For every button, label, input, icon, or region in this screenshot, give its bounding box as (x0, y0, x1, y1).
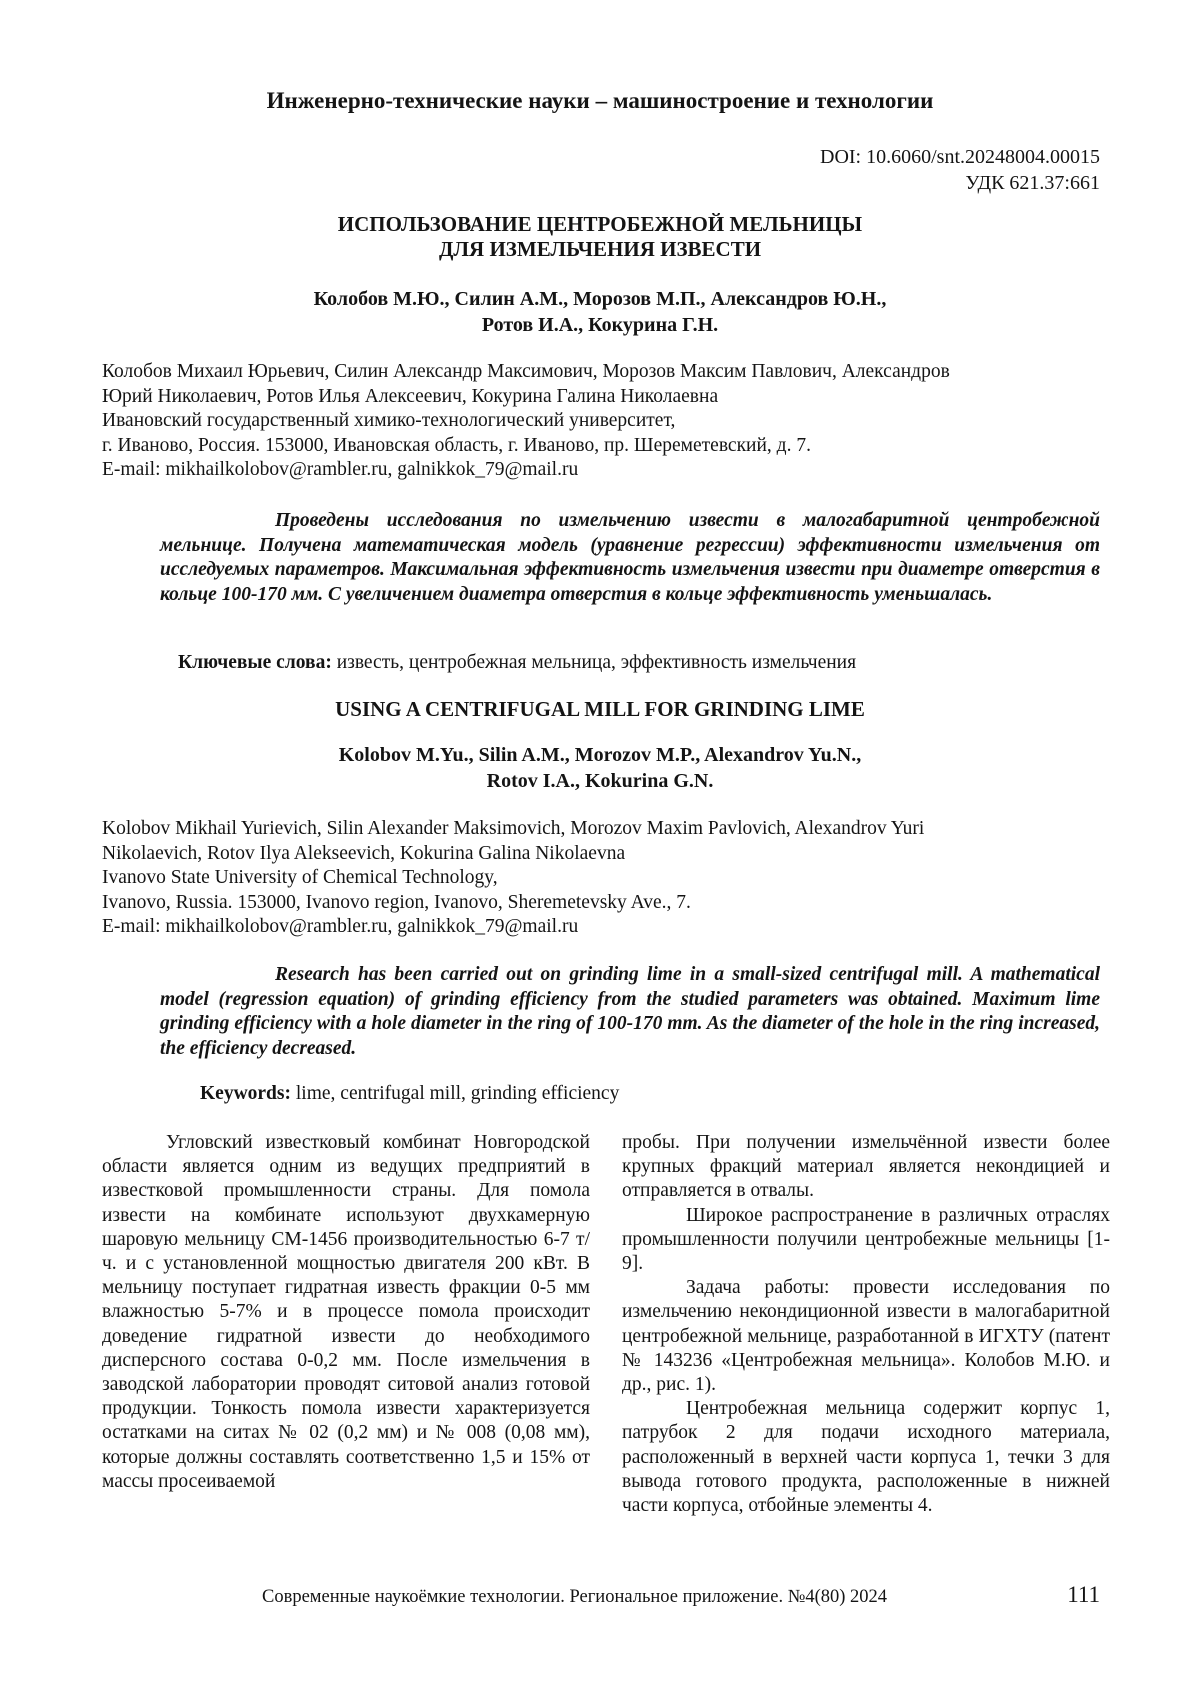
body-column-right (622, 1131, 1110, 1518)
en-email: E-mail: mikhailkolobov@rambler.ru, galnikkok_79@mail.ru (102, 916, 579, 937)
body-paragraph: Задача работы: провести исследования по измельчению некондиционной извести в малогабаритной центробежной мельнице, разработанной в ИГХТУ (патент № 143236 «Центробежная мельница». Колобов М.Ю. и др., рис. 1). (622, 1277, 1110, 1396)
body-paragraph: Широкое распространение в различных отраслях промышленности получили центробежные мельницы [1-9]. (622, 1204, 1110, 1275)
body-paragraph: Центробежная мельница содержит корпус 1, патрубок 2 для подачи исходного материала, расположенный в верхней части корпуса 1, течки 3 для вывода готового продукта, расположенные в нижней части корпуса, отбойные элементы 4. (622, 1398, 1110, 1517)
ru-authors-line: Колобов М.Ю., Силин А.М., Морозов М.П., Александров Ю.Н., (313, 288, 887, 310)
en-authors-line: Kolobov M.Yu., Silin A.M., Morozov M.P., Alexandrov Yu.N., (338, 744, 862, 766)
en-affil-line: Ivanovo, Russia. 153000, Ivanovo region, Ivanovo, Sheremetevsky Ave., 7. (102, 891, 691, 913)
ru-affil-line: Ивановский государственный химико-технологический университет, (102, 410, 676, 431)
ru-abstract-text: Проведены исследования по измельчению извести в малогабаритной центробежной мельнице. Получена математическая модель (уравнение регрессии) эффективности измельчения от исследуемых параметров. Максимальная эффективность измельчения извести при диаметре отверстия в кольце 100-170 мм. С увеличением диаметра отверстия в кольце эффективность уменьшалась. (160, 510, 1100, 605)
en-affil-line: Nikolaevich, Rotov Ilya Alekseevich, Kokurina Galina Nikolaevna (102, 842, 626, 864)
en-title: USING A CENTRIFUGAL MILL FOR GRINDING LIME (335, 697, 865, 721)
ru-affil-line: г. Иваново, Россия. 153000, Ивановская область, г. Иваново, пр. Шереметевский, д. 7. (102, 434, 811, 456)
en-affil-line: Kolobov Mikhail Yurievich, Silin Alexander Maksimovich, Morozov Maxim Pavlovich, Alexandrov Yuri (102, 818, 925, 839)
ru-authors-line: Ротов И.А., Кокурина Г.Н. (481, 314, 719, 336)
ru-abstract (160, 509, 1100, 607)
ru-affiliation (102, 360, 1112, 483)
ru-title-line: ДЛЯ ИЗМЕЛЬЧЕНИЯ ИЗВЕСТИ (438, 237, 762, 261)
body-paragraph: пробы. При получении измельчённой извести более крупных фракций материал является некондицией и отправляется в отвалы. (622, 1132, 1110, 1202)
en-keywords-label: Keywords: (200, 1083, 291, 1104)
udk: УДК 621.37:661 (965, 172, 1100, 194)
ru-title-line: ИСПОЛЬЗОВАНИЕ ЦЕНТРОБЕЖНОЙ МЕЛЬНИЦЫ (337, 212, 863, 236)
ru-title (0, 212, 1200, 262)
en-abstract-text: Research has been carried out on grinding lime in a small-sized centrifugal mill. A mathematical model (regression equation) of grinding efficiency from the studied parameters was obtained. Maximum lime grinding efficiency with a hole diameter in the ring of 100-170 mm. As the diameter of the hole in the ring increased, the efficiency decreased. (160, 964, 1100, 1059)
ru-authors (0, 286, 1200, 338)
en-authors-line: Rotov I.A., Kokurina G.N. (486, 770, 714, 792)
en-affil-line: Ivanovo State University of Chemical Technology, (102, 867, 498, 888)
en-keywords (200, 1083, 619, 1105)
en-authors (0, 742, 1200, 794)
ru-keywords (178, 652, 856, 674)
ru-affil-line: Юрий Николаевич, Ротов Илья Алексеевич, Кокурина Галина Николаевна (102, 385, 719, 407)
body-paragraph: Угловский известковый комбинат Новгородской области является одним из ведущих предприятий в известковой промышленности страны. Для помола извести на комбинате используют двухкамерную шаровую мельницу СМ-1456 производительностью 6-7 т/ч. и с установленной мощностью двигателя 200 кВт. В мельницу поступает гидратная известь фракции 0-5 мм влажностью 5-7% и в процессе помола происходит доведение гидратной извести до необходимого дисперсного состава 0-0,2 мм. После измельчения в заводской лаборатории проводят ситовой анализ готовой продукции. Тонкость помола извести характеризуется остатками на ситах № 02 (0,2 мм) и № 008 (0,08 мм), которые должны составлять соответственно 1,5 и 15% от массы просеиваемой (102, 1132, 590, 1492)
en-keywords-text: lime, centrifugal mill, grinding efficiency (291, 1083, 620, 1104)
doi-udk-block (820, 144, 1100, 196)
body-column-left (102, 1131, 590, 1494)
en-affiliation (102, 817, 1112, 940)
footer-journal: Современные наукоёмкие технологии. Региональное приложение. №4(80) 2024 (262, 1587, 888, 1607)
journal-section-header: Инженерно-технические науки – машиностроение и технологии (266, 88, 934, 113)
page-number: 111 (1067, 1582, 1100, 1607)
ru-keywords-label: Ключевые слова: (178, 652, 332, 673)
en-abstract (160, 963, 1100, 1061)
doi: DOI: 10.6060/snt.20248004.00015 (820, 146, 1100, 168)
ru-keywords-text: известь, центробежная мельница, эффективность измельчения (331, 652, 857, 673)
ru-email: E-mail: mikhailkolobov@rambler.ru, galnikkok_79@mail.ru (102, 459, 579, 480)
ru-affil-line: Колобов Михаил Юрьевич, Силин Александр Максимович, Морозов Максим Павлович, Александров (102, 361, 950, 382)
